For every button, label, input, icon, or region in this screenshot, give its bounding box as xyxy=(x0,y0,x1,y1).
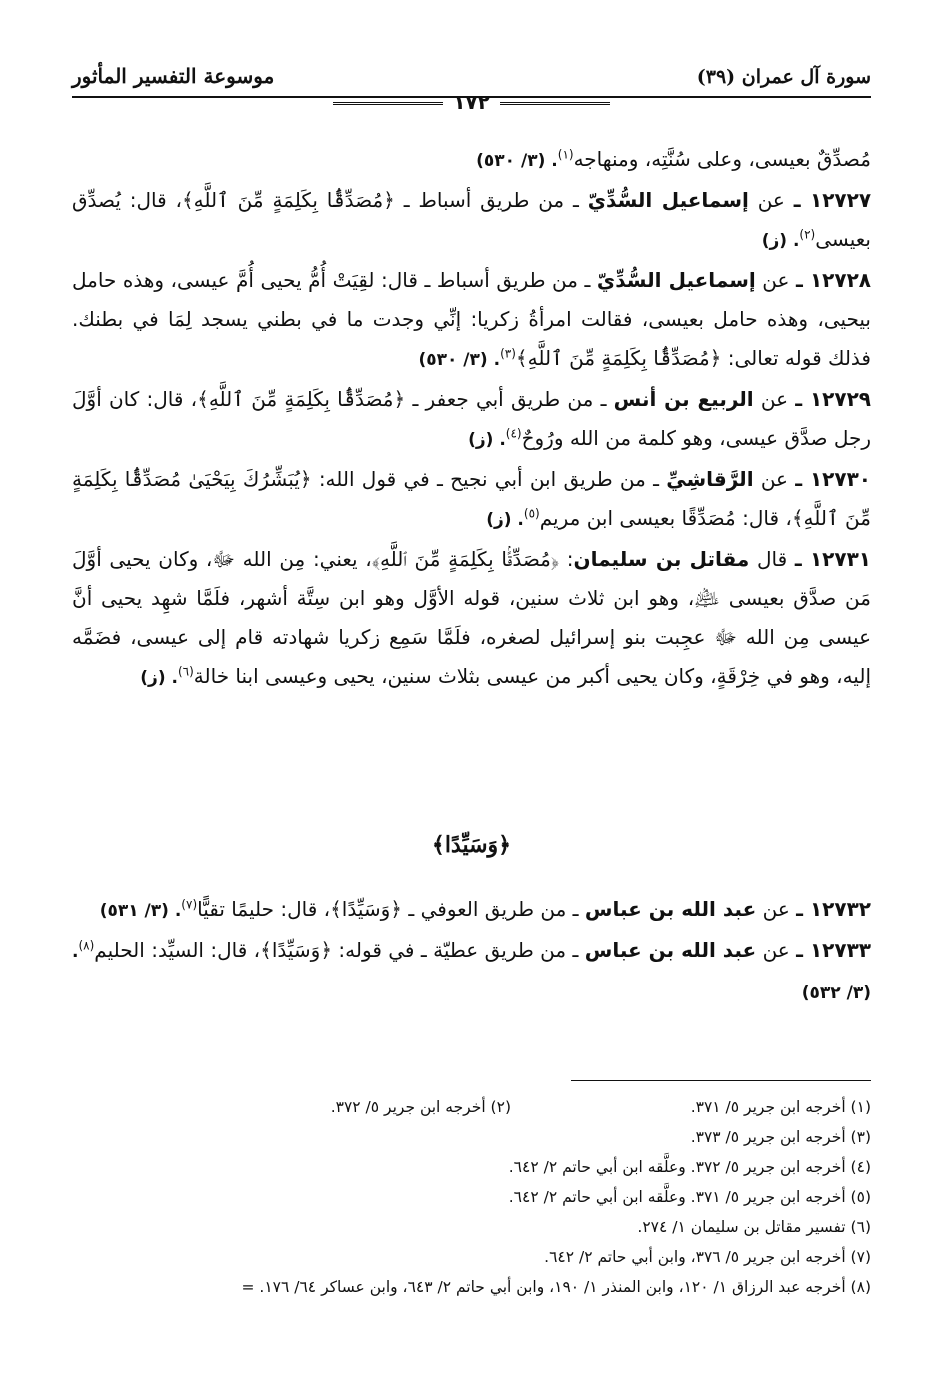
main-text-continued xyxy=(72,890,871,1013)
narration-prefix: عن xyxy=(762,268,790,292)
cross-reference: . (٣/ ٥٣٠) xyxy=(418,350,501,370)
footnote-8: (٨) أخرجه عبد الرزاق ١/ ١٢٠، وابن المنذر ١/ ١٩٠، وابن أبي حاتم ٢/ ٦٤٣، وابن عساكر ٦٤/ ١٧٦. = xyxy=(241,1278,871,1296)
footnote-marker: (٥) xyxy=(523,506,540,521)
paragraph-text: مُصدِّقٌ بعيسى، وعلى سُنَّتِه، ومنهاجه xyxy=(573,147,871,171)
footnote-6: (٦) تفسير مقاتل بن سليمان ١/ ٢٧٤. xyxy=(637,1218,871,1236)
section-heading: ﴿وَسَيِّدًا﴾ xyxy=(431,832,512,858)
paragraph-text: ـ من طريق أبي جعفر ـ ﴿مُصَدِّقًۢا بِكَلِمَةٍ مِّنَ ٱللَّهِ﴾، قال: كان أوَّلَ رجل صدَّق عيسى، وهو كلمة من الله ورُوحٌ xyxy=(72,387,871,450)
cross-reference: . (٣/ ٥٣٠) xyxy=(476,151,558,171)
cross-reference: . (ز) xyxy=(468,430,506,450)
narrator-name: إسماعيل السُّدِّيّ xyxy=(587,188,749,212)
narration-prefix: عن xyxy=(760,467,788,491)
paragraph-text: ـ من طريق العوفي ـ ﴿وَسَيِّدًا﴾، قال: حليمًا تقيًّا xyxy=(197,897,579,921)
paragraph-continuation xyxy=(72,140,871,181)
cross-reference: . (٣/ ٥٣٢) xyxy=(72,942,871,1003)
page-number: ١٧٢ xyxy=(453,90,490,114)
narration-prefix: قال xyxy=(756,547,788,571)
footnote-marker: (٤) xyxy=(505,426,522,441)
narration-prefix: عن xyxy=(762,938,790,962)
footnote-4: (٤) أخرجه ابن جرير ٥/ ٣٧٢. وعلَّقه ابن أبي حاتم ٢/ ٦٤٢. xyxy=(508,1158,871,1176)
narration-12729 xyxy=(72,380,871,460)
footnote-separator xyxy=(571,1080,871,1081)
footnote-marker: (٦) xyxy=(177,664,194,679)
narration-prefix: عن xyxy=(757,188,785,212)
footnote-2: (٢) أخرجه ابن جرير ٥/ ٣٧٢. xyxy=(330,1098,511,1116)
narrator-name: الربيع بن أنس xyxy=(613,387,754,411)
footnote-marker: (٣) xyxy=(500,346,516,361)
footnote-marker: (٢) xyxy=(799,227,816,242)
footnote-1: (١) أخرجه ابن جرير ٥/ ٣٧١. xyxy=(690,1098,871,1116)
narration-number: ١٢٧٣٣ ـ xyxy=(796,938,872,962)
paragraph-text: ـ من طريق عطيّة ـ في قوله: ﴿وَسَيِّدًا﴾، قال: السيِّد: الحليم xyxy=(94,938,579,962)
footnote-row xyxy=(30,1092,871,1122)
narration-number: ١٢٧٣١ ـ xyxy=(794,547,871,571)
footnote-marker: (٨) xyxy=(78,938,95,953)
narration-number: ١٢٧٣٢ ـ xyxy=(796,897,871,921)
cross-reference: . (ز) xyxy=(140,668,178,688)
narration-number: ١٢٧٢٩ ـ xyxy=(795,387,872,411)
narrator-name: عبد الله بن عباس xyxy=(584,938,757,962)
narration-12733 xyxy=(72,931,871,1013)
narration-number: ١٢٧٢٧ ـ xyxy=(793,188,872,212)
paragraph-text: : ﴿مُصَدِّقًۢا بِكَلِمَةٍ مِّنَ ٱللَّهِ﴾، يعني: مِن الله ﷻ، وكان يحيى أوَّلَ مَن صدَّق بعيسى ﵇، وهو ابن ثلاث سنين، قوله الأوَّل وهو ابن سِتَّة أشهر، فلَمَّا شهِد يحيى أنَّ عيسى مِن الله ﷻ عجِبت بنو إسرائيل لصغره، فلَمَّا سَمِع زكريا شهادته قام إلى عيسى، فضَمَّه إليه، وهو في خِرْقَةٍ، وكان يحيى أكبر من عيسى بثلاث سنين، يحيى وعيسى ابنا خالة xyxy=(72,547,871,688)
narration-12732 xyxy=(72,890,871,931)
cross-reference: . (ز) xyxy=(486,510,524,530)
narrator-name: إسماعيل السُّدِّيّ xyxy=(596,268,756,292)
narration-12731 xyxy=(72,540,871,698)
surah-title: سورة آل عمران (٣٩) xyxy=(696,66,871,88)
footnote-marker: (١) xyxy=(557,147,574,162)
cross-reference: . (ز) xyxy=(761,231,800,251)
footnote-5: (٥) أخرجه ابن جرير ٥/ ٣٧١. وعلَّقه ابن أبي حاتم ٢/ ٦٤٢. xyxy=(508,1188,871,1206)
narrator-name: عبد الله بن عباس xyxy=(584,897,757,921)
paragraph-text: ـ من طريق أسباط ـ ﴿مُصَدِّقًۢا بِكَلِمَةٍ مِّنَ ٱللَّهِ﴾، قال: يُصدِّق بعيسى xyxy=(72,188,871,251)
book-title: موسوعة التفسير المأثور xyxy=(72,64,275,88)
paragraph-text: ـ من طريق ابن أبي نجيح ـ في قول الله: ﴿يُبَشِّرُكَ بِيَحْيَىٰ مُصَدِّقًۢا بِكَلِمَةٍ مِّنَ ٱللَّهِ﴾، قال: مُصَدِّقًا بعيسى ابن مريم xyxy=(72,467,871,530)
narration-number: ١٢٧٢٨ ـ xyxy=(796,268,872,292)
narration-12728 xyxy=(72,261,871,380)
main-text xyxy=(72,140,871,698)
narration-prefix: عن xyxy=(760,387,789,411)
ornament-right xyxy=(500,102,610,105)
narration-12730 xyxy=(72,460,871,540)
page-number-row xyxy=(0,90,943,114)
paragraph-text: ـ من طريق أسباط ـ قال: لقِيَتْ أُمُّ يحيى أُمَّ عيسى، وهذه حامل بيحيى، وهذه حامل بعيسى، فقالت امرأةُ زكريا: إنِّي وجدت ما في بطني يسجد لِمَا في بطنك. فذلك قوله تعالى: ﴿مُصَدِّقًۢا بِكَلِمَةٍ مِّنَ ٱللَّهِ﴾ xyxy=(72,268,871,370)
narration-12727 xyxy=(72,181,871,261)
cross-reference: . (٣/ ٥٣١) xyxy=(99,901,182,921)
footnote-marker: (٧) xyxy=(181,897,198,912)
footnote-7: (٧) أخرجه ابن جرير ٥/ ٣٧٦، وابن أبي حاتم ٢/ ٦٤٢. xyxy=(544,1248,871,1266)
narration-number: ١٢٧٣٠ ـ xyxy=(795,467,872,491)
narrator-name: مقاتل بن سليمان xyxy=(573,547,750,571)
footnotes xyxy=(30,1092,871,1302)
ornament-left xyxy=(333,102,443,105)
footnote-3: (٣) أخرجه ابن جرير ٥/ ٣٧٣. xyxy=(690,1128,871,1146)
narration-prefix: عن xyxy=(762,897,790,921)
narrator-name: الرَّقاشِيِّ xyxy=(666,467,754,491)
